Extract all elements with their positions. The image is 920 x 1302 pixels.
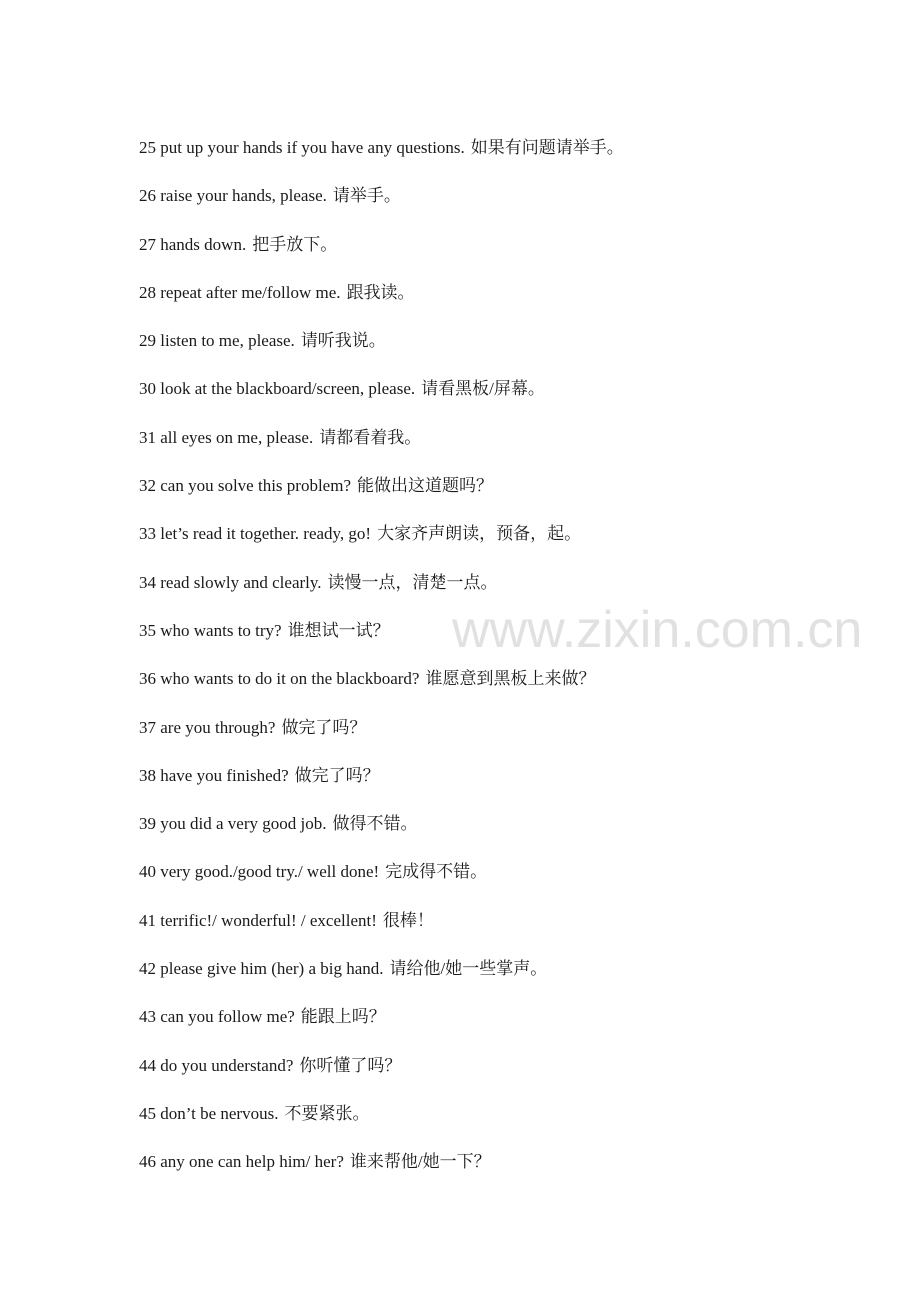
phrase-line-40 xyxy=(139,857,879,905)
phrase-english: 41 terrific!/ wonderful! / excellent! xyxy=(139,910,377,930)
phrase-line-30 xyxy=(139,374,879,422)
phrase-line-35 xyxy=(139,616,879,664)
phrase-english: 37 are you through? xyxy=(139,717,276,737)
phrase-line-41 xyxy=(139,906,879,954)
phrase-chinese: 能做出这道题吗？ xyxy=(357,476,493,496)
phrase-english: 33 let’s read it together. ready, go! xyxy=(139,524,372,544)
phrase-line-36 xyxy=(139,664,879,712)
phrase-chinese: 能跟上吗？ xyxy=(300,1007,386,1027)
phrase-chinese: 把手放下。 xyxy=(252,234,338,254)
phrase-chinese: 跟我读。 xyxy=(346,282,415,302)
phrase-line-32 xyxy=(139,471,879,519)
phrase-line-26 xyxy=(139,181,879,229)
phrase-english: 42 please give him (her) a big hand. xyxy=(139,959,384,979)
phrase-chinese: 如果有问题请举手。 xyxy=(470,138,624,157)
phrase-list xyxy=(139,133,879,1196)
phrase-line-43 xyxy=(139,1002,879,1050)
phrase-line-33 xyxy=(139,519,879,567)
phrase-line-31 xyxy=(139,423,879,471)
phrase-line-29 xyxy=(139,326,879,374)
phrase-english: 31 all eyes on me, please. xyxy=(139,427,314,447)
phrase-english: 27 hands down. xyxy=(139,234,247,254)
phrase-line-25 xyxy=(139,133,879,181)
phrase-chinese: 请举手。 xyxy=(332,186,401,206)
phrase-chinese: 你听懂了吗？ xyxy=(299,1055,402,1075)
phrase-line-38 xyxy=(139,761,879,809)
phrase-chinese: 请给他/她一些掌声。 xyxy=(389,959,548,979)
phrase-english: 32 can you solve this problem? xyxy=(139,476,351,496)
phrase-line-46 xyxy=(139,1147,879,1195)
phrase-english: 43 can you follow me? xyxy=(139,1007,295,1027)
phrase-line-45 xyxy=(139,1099,879,1147)
phrase-chinese: 做得不错。 xyxy=(332,814,418,834)
phrase-line-39 xyxy=(139,809,879,857)
phrase-chinese: 不要紧张。 xyxy=(284,1103,370,1123)
phrase-chinese: 做完了吗？ xyxy=(294,765,380,785)
phrase-chinese: 读慢一点，清楚一点。 xyxy=(327,572,498,592)
phrase-chinese: 做完了吗？ xyxy=(281,717,367,737)
phrase-english: 45 don’t be nervous. xyxy=(139,1103,279,1123)
phrase-line-44 xyxy=(139,1051,879,1099)
phrase-english: 39 you did a very good job. xyxy=(139,814,327,834)
phrase-english: 40 very good./good try./ well done! xyxy=(139,862,380,882)
watermark-text: www.zixin.com.cn xyxy=(452,601,863,659)
phrase-english: 44 do you understand? xyxy=(139,1055,294,1075)
phrase-chinese: 谁想试一试？ xyxy=(287,620,390,640)
phrase-english: 36 who wants to do it on the blackboard? xyxy=(139,669,420,689)
phrase-chinese: 请都看着我。 xyxy=(319,427,422,447)
phrase-english: 38 have you finished? xyxy=(139,765,289,785)
phrase-line-37 xyxy=(139,713,879,761)
phrase-english: 28 repeat after me/follow me. xyxy=(139,282,341,302)
phrase-chinese: 请看黑板/屏幕。 xyxy=(421,379,545,399)
phrase-chinese: 很棒！ xyxy=(382,910,434,930)
phrase-english: 46 any one can help him/ her? xyxy=(139,1152,344,1172)
phrase-line-34 xyxy=(139,568,879,616)
phrase-english: 29 listen to me, please. xyxy=(139,331,295,351)
phrase-chinese: 大家齐声朗读，预备，起。 xyxy=(377,524,582,544)
phrase-english: 35 who wants to try? xyxy=(139,620,282,640)
phrase-english: 26 raise your hands, please. xyxy=(139,186,327,206)
phrase-chinese: 请听我说。 xyxy=(300,331,386,351)
phrase-chinese: 完成得不错。 xyxy=(385,862,488,882)
phrase-english: 30 look at the blackboard/screen, please. xyxy=(139,379,416,399)
phrase-line-27 xyxy=(139,230,879,278)
phrase-line-42 xyxy=(139,954,879,1002)
phrase-chinese: 谁愿意到黑板上来做？ xyxy=(425,669,596,689)
phrase-line-28 xyxy=(139,278,879,326)
phrase-english: 25 put up your hands if you have any questions. xyxy=(139,138,465,157)
phrase-english: 34 read slowly and clearly. xyxy=(139,572,322,592)
phrase-chinese: 谁来帮他/她一下？ xyxy=(349,1152,491,1172)
